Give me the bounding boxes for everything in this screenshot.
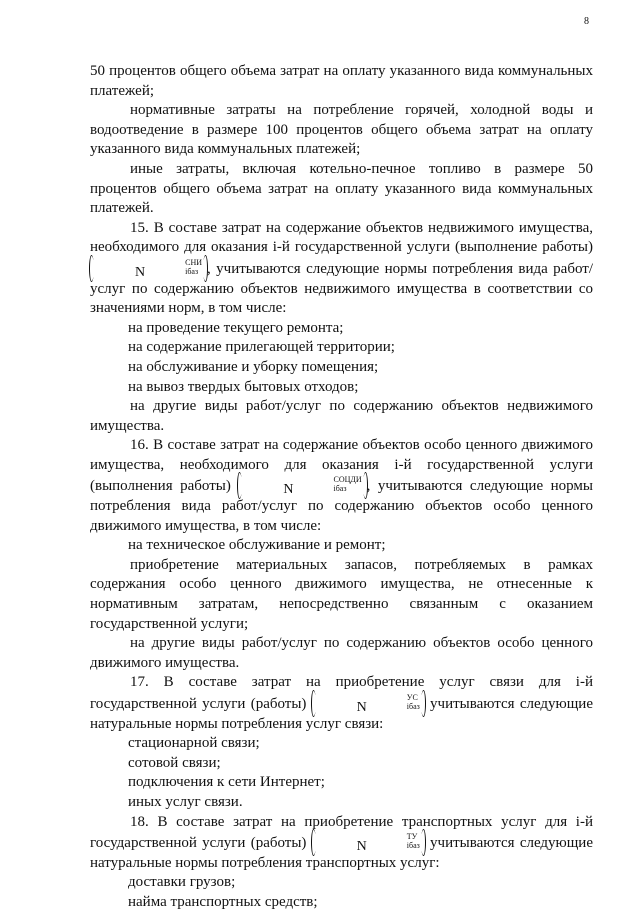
list-item: на другие виды работ/услуг по содержанию объектов недвижимого имущества. [90,398,593,434]
list-item: доставки грузов; [128,874,236,891]
list-item: найма транспортных средств; [128,893,318,910]
list-item: на обслуживание и уборку помещения; [128,358,379,375]
list-item: подключения к сети Интернет; [128,774,325,791]
list-item: стационарной связи; [128,735,260,752]
text-line: 50 процентов общего объема затрат на оплату указанного вида коммунальных платежей; [90,63,593,99]
list-item: сотовой связи; [128,754,221,771]
norm-symbol-sni: N СНИ iбаз [90,258,207,279]
list-item: на техническое обслуживание и ремонт; [128,537,386,554]
text-line: нормативные затраты на потребление горячей, холодной воды и водоотведение в размере 100 процентов общего объема затрат на оплату указанного вида коммунальных платежей; [90,102,593,158]
list-item: на проведение текущего ремонта; [128,319,344,336]
document-body [90,62,593,913]
paragraph-15: 15. В составе затрат на содержание объектов недвижимого имущества, необходимого для оказания i-й государственной услуги (выполнение работы) N СНИ iбаз , учитываются следующие нормы потребления вида работ/услуг по содержанию объектов недвижимого имущества в соответствии со значениями норм, в том числе: [90,219,593,317]
page-number: 8 [584,16,589,27]
paragraph-16: 16. В составе затрат на содержание объектов особо ценного движимого имущества, необходимого для оказания i-й государственной услуги (выполнения работы) N СОЦДИ iбаз , учитываются следующие нормы потребления вида работ/услуг по содержанию объектов особо ценного движимого имущества, в том числе: [90,437,593,534]
list-item: приобретение материальных запасов, потребляемых в рамках содержания особо ценного движимого имущества, не отнесенные к нормативным затратам, непосредственно связанным с оказанием государственной услуги; [90,556,593,632]
list-item: иных услуг связи. [128,793,243,810]
norm-symbol-socdi: N СОЦДИ iбаз [238,475,366,496]
list-item: на вывоз твердых бытовых отходов; [128,378,359,395]
norm-symbol-tu: N ТУ iбаз [312,832,425,853]
list-item: на другие виды работ/услуг по содержанию объектов особо ценного движимого имущества. [90,635,593,671]
paragraph-17: 17. В составе затрат на приобретение услуг связи для i-й государственной услуги (работы) N УС iбаз учитываются следующие натуральные нормы потребления услуг связи: [90,674,593,732]
paragraph-18: 18. В составе затрат на приобретение транспортных услуг для i-й государственной услуги (работы) N ТУ iбаз учитываются следующие натуральные нормы потребления транспортных услуг: [90,813,593,871]
list-item: на содержание прилегающей территории; [128,339,395,356]
text-line: иные затраты, включая котельно-печное топливо в размере 50 процентов общего объема затрат на оплату указанного вида коммунальных платежей. [90,160,593,217]
norm-symbol-us: N УС iбаз [312,693,425,714]
